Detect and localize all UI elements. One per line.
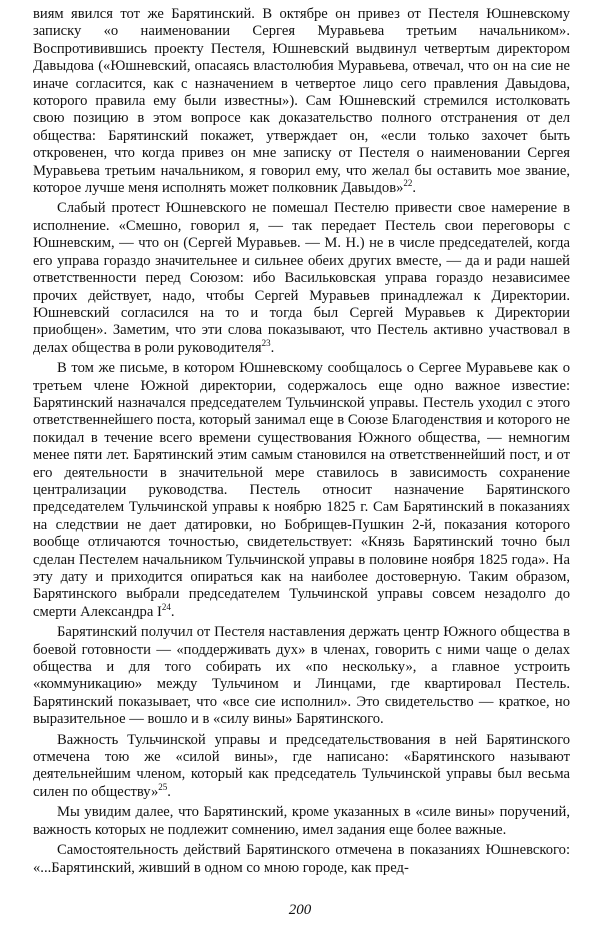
paragraph-1: виям явился тот же Барятинский. В октябре он привез от Пестеля Юшневскому записку «о наименовании Сергея Муравьева третьим начальником». Воспротивившись проекту Пестеля, Юшневский выдвинул четвертым директором Давыдова («Юшневский, опасаясь властолюбия Муравьева, отвечал, что он на сие не иначе согласится, как с назначением в четвертое лицо сего правления Давыдова, которого правила ему были известны»). Сам Юшневский стремился истолковать свою позицию в этом вопросе как доказательство полного отстранения от дел общества: Барятинский покажет, утверждает он, «если только захочет быть откровенен, что когда привез он мне записку от Пестеля о наименовании Сергея Муравьева третьим начальником, я говорил ему, что желал бы оставить мое звание, которое лучше меня исполнять может полковник Давыдов»$^{22}$. [33,6,570,197]
paragraph-3: В том же письме, в котором Юшневскому сообщалось о Сергее Муравьеве как о третьем члене Южной директории, содержалось еще одно важное известие: Барятинский назначался председателем Тульчинской управы. Пестель уходил с этого ответственнейшего поста, который занимал еще в Союзе Благоденствия и которого не покидал в течение всего времени существования Южного общества, — немногим менее пяти лет. Барятинский этим самым становился на ответственнейший пост, и от его деятельности в значительной мере ставилось в зависимость сохранение централизации руководства. Пестель относит назначение Барятинского председателем Тульчинской управы к ноябрю 1825 г. Сам Барятинский в показаниях на следствии не дает датировки, но Бобрищев-Пушкин 2-й, показания которого вообще отличаются точностью, свидетельствует: «Князь Барятинский точно был сделан Пестелем начальником Тульчинской управы в половине ноября 1825 года». На эту дату и приходится опираться как на наиболее достоверную. Таким образом, Барятинского выбрали председателем Тульчинской управы совсем незадолго до смерти Александра $I^{24}$. [33,360,570,620]
paragraph-2-text: Слабый протест Юшневского не помешал Пестелю привести свое намерение в исполнение. «Смешно, говорил я, — так передает Пестель свои переговоры с Юшневским, — что он (Сергей Муравьев. — М. Н.) не в числе председателей, когда его управа гораздо значительнее и сильнее обеих других вместе, — да и ради нашей ответственности перед Союзом: ибо Васильковская управа гораздо независимее прочих действует, надо, чтобы Сергей Муравьев принадлежал к Директории. Юшневский согласился на то и тогда был Сергей Муравьев к Директории приобщен». Заметим, что эти слова показывают, что Пестель активно участвовал в делах общества в роли руководителя [33,200,570,356]
footnote-ref-22: 22 [403,178,413,189]
paragraph-6 [33,804,570,839]
paragraph-5: Важность Тульчинской управы и председательствования в ней Барятинского отмечена тою же «силой вины», где написано: «Барятинского называют деятельнейшим членом, который как председатель Тульчинской управы был весьма силен по обществу»$^{25}$. [33,731,570,800]
paragraph-4 [33,624,570,728]
paragraph-7 [33,842,570,877]
paragraph-6-text: Мы увидим далее, что Барятинский, кроме указанных в «силе вины» поручений, важность которых не подлежит сомнению, имел задания еще более важные. [33,804,570,838]
paragraph-5-text: Важность Тульчинской управы и председательствования в ней Барятинского отмечена тою же «силой вины», где написано: «Барятинского называют деятельнейшим членом, который как председатель Тульчинской управы был весьма силен по обществу» [33,731,570,800]
page-number: 200 [288,902,312,918]
paragraph-1-text: виям явился тот же Барятинский. В октябре он привез от Пестеля Юшневскому записку «о наименовании Сергея Муравьева третьим начальником». Воспротивившись проекту Пестеля, Юшневский выдвинул четвертым директором Давыдова («Юшневский, опасаясь властолюбия Муравьева, отвечал, что он на сие не иначе согласится, как с назначением в четвертое лицо сего правления Давыдова, которого правила ему были известны»). Сам Юшневский стремился истолковать свою позицию в этом вопросе как доказательство полного отстранения от дел общества: Барятинский покажет, утверждает он, «если только захочет быть откровенен, что когда привез он мне записку от Пестеля о наименовании Сергея Муравьева третьим начальником, я говорил ему, что желал бы оставить мое звание, которое лучше меня исполнять может полковник Давыдов» [33,6,570,197]
footnote-ref-24: 24 [161,601,171,612]
page-body [33,6,570,880]
paragraph-2: Слабый протест Юшневского не помешал Пестелю привести свое намерение в исполнение. «Смешно, говорил я, — так передает Пестель свои переговоры с Юшневским, — что он (Сергей Муравьев. — М. Н.) не в числе председателей, когда его управа гораздо значительнее и сильнее обеих других вместе, — да и ради нашей ответственности перед Союзом: ибо Васильковская управа гораздо независимее прочих действует, надо, чтобы Сергей Муравьев принадлежал к Директории. Юшневский согласился на то и тогда был Сергей Муравьев к Директории приобщен». Заметим, что эти слова показывают, что Пестель активно участвовал в делах общества в роли руководителя$^{23}$. [33,200,570,356]
footnote-ref-25: 25 [158,781,168,792]
paragraph-4-text: Барятинский получил от Пестеля наставления держать центр Южного общества в боевой готовности — «поддерживать дух» в членах, говорить с ними чаще о делах общества и для того собирать их «по нескольку», а главное устроить «коммуникацию» между Тульчином и Линцами, где квартировал Пестель. Барятинский показывает, что «все сие исполнил». Это свидетельство — краткое, но выразительное — вошло и в «силу вины» Барятинского. [33,624,570,728]
paragraph-3-text: В том же письме, в котором Юшневскому сообщалось о Сергее Муравьеве как о третьем члене Южной директории, содержалось еще одно важное известие: Барятинский назначался председателем Тульчинской управы. Пестель уходил с этого ответственнейшего поста, который занимал еще в Союзе Благоденствия и которого не покидал в течение всего времени существования Южного общества, — немногим менее пяти лет. Барятинский этим самым становился на ответственнейший пост, и от его деятельности в значительной мере ставилось в зависимость сохранение централизации руководства. Пестель относит назначение Барятинского председателем Тульчинской управы к ноябрю 1825 г. Сам Барятинский в показаниях на следствии не дает датировки, но Бобрищев-Пушкин 2-й, показания которого вообще отличаются точностью, свидетельствует: «Князь Барятинский точно был сделан Пестелем начальником Тульчинской управы в половине ноября 1825 года». На эту дату и приходится опираться как на наиболее достоверную. Таким образом, Барятинского выбрали председателем Тульчинской управы совсем незадолго до смерти Александра I [33,360,570,620]
footnote-ref-23: 23 [261,337,271,348]
paragraph-7-text: Самостоятельность действий Барятинского отмечена в показаниях Юшневского: «...Барятинский, живший в одном со мною городе, как пред- [33,842,570,876]
